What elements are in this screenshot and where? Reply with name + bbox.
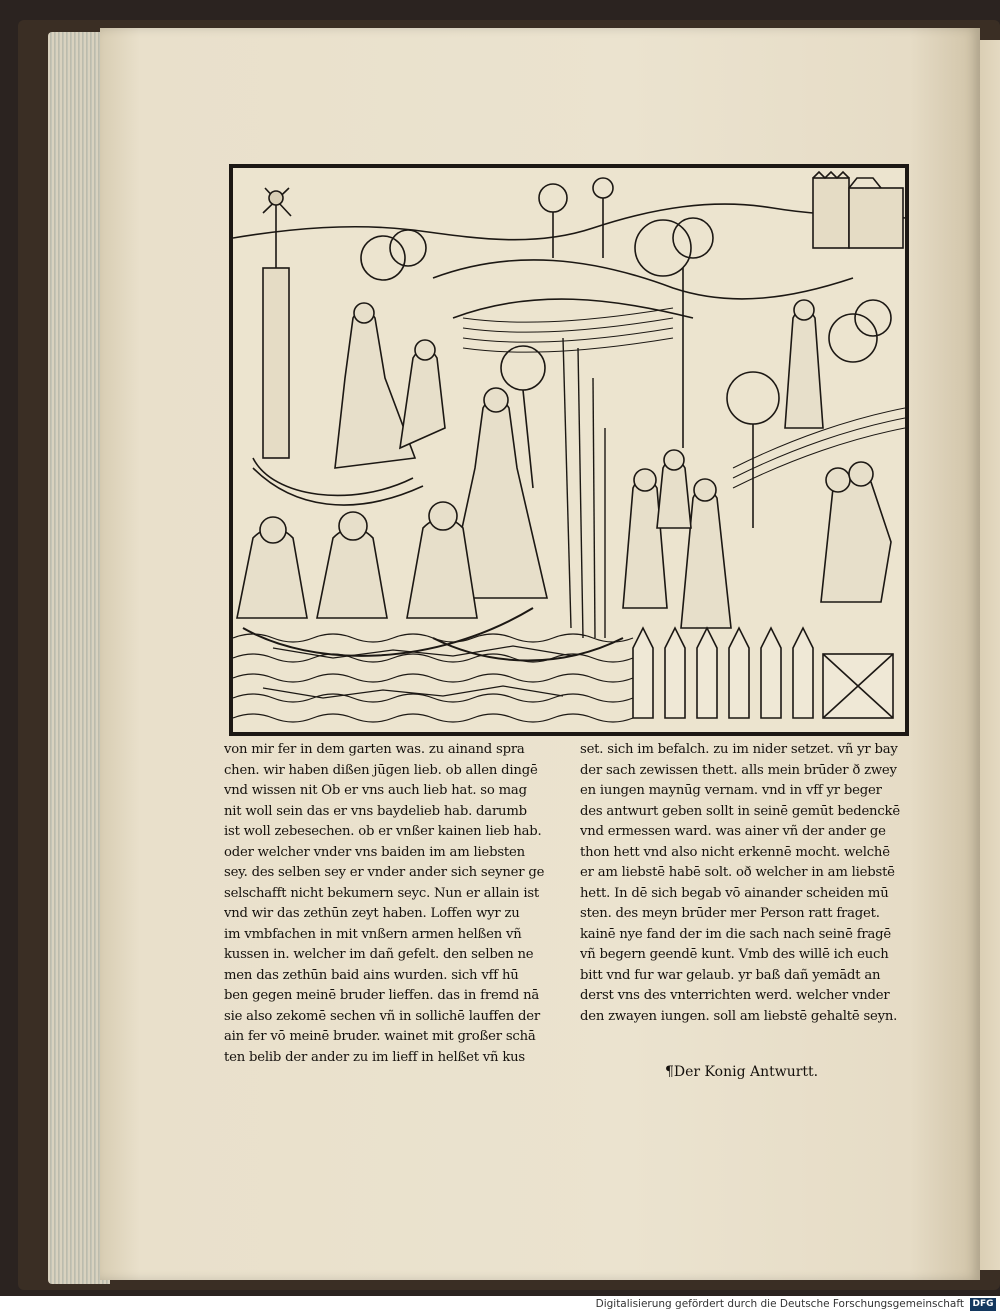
- text-line: chen. wir haben dißen jūgen lieb. ob allen dingē: [224, 762, 538, 778]
- text-line: vnd ermessen ward. was ainer vñ der ander ge: [580, 824, 886, 839]
- text-line: vñ begern geendē kunt. Vmb des willē ich euch: [580, 947, 889, 962]
- text-line: kainē nye fand der im die sach nach seinē fragē: [580, 926, 891, 942]
- text-line: sey. des selben sey er vnder ander sich seyner ge: [224, 865, 545, 880]
- text-column-right: [580, 740, 915, 1027]
- text-column-left: [224, 740, 564, 1068]
- woodcut-illustration: [229, 164, 909, 736]
- text-line: den zwayen iungen. soll am liebstē gehaltē seyn.: [580, 1008, 898, 1024]
- text-line: men das zethūn baid ains wurden. sich vff hū: [224, 967, 519, 983]
- text-line: set. sich im befalch. zu im nider setzet. vñ yr bay: [580, 742, 898, 757]
- text-line: ain fer vō meinē bruder. wainet mit großer schā: [224, 1029, 536, 1044]
- text-line: vnd wir das zethūn zeyt haben. Loffen wyr zu: [224, 906, 520, 921]
- text-line: thon hett vnd also nicht erkennē mocht. welchē: [580, 844, 890, 860]
- text-line: ben gegen meinē bruder lieffen. das in fremd nā: [224, 988, 540, 1003]
- text-line: bitt vnd fur war gelaub. yr baß dañ yemādt an: [580, 967, 881, 983]
- text-line: der sach zewissen thett. alls mein brūder ð zwey: [580, 762, 897, 778]
- text-line: von mir fer in dem garten was. zu ainand spra: [224, 742, 525, 757]
- section-heading: ¶Der Konig Antwurtt.: [665, 1064, 819, 1080]
- text-line: sie also zekomē sechen vñ in sollichē lauffen der: [224, 1008, 540, 1024]
- text-line: derst vns des vnterrichten werd. welcher vnder: [580, 988, 890, 1003]
- text-line: selschafft nicht bekumern seyc. Nun er allain ist: [224, 885, 540, 901]
- text-line: vnd wissen nit Ob er vns auch lieb hat. so mag: [224, 783, 527, 798]
- text-line: oder welcher vnder vns baiden im am liebsten: [224, 844, 525, 860]
- text-line: en iungen maynūg vernam. vnd in vff yr beger: [580, 783, 882, 798]
- text-line: ten belib der ander zu im lieff in helßet vñ kus: [224, 1049, 525, 1065]
- text-line: sten. des meyn brūder mer Person ratt fraget.: [580, 906, 880, 921]
- text-line: im vmbfachen in mit vnßern armen helßen vñ: [224, 926, 522, 942]
- footer-credit: Digitalisierung gefördert durch die Deutsche Forschungsgemeinschaft: [595, 1298, 964, 1310]
- text-line: nit woll sein das er vns baydelieb hab. darumb: [224, 803, 527, 819]
- text-line: kussen in. welcher im dañ gefelt. den selben ne: [224, 947, 534, 962]
- text-line: er am liebstē habē solt. oð welcher in am liebstē: [580, 865, 895, 880]
- text-line: hett. In dē sich begab vō ainander scheiden mū: [580, 885, 889, 901]
- text-line: ist woll zebesechen. ob er vnßer kainen lieb hab.: [224, 824, 542, 839]
- text-line: des antwurt geben sollt in seinē gemūt bedenckē: [580, 803, 900, 819]
- dfg-logo: DFG: [970, 1298, 996, 1311]
